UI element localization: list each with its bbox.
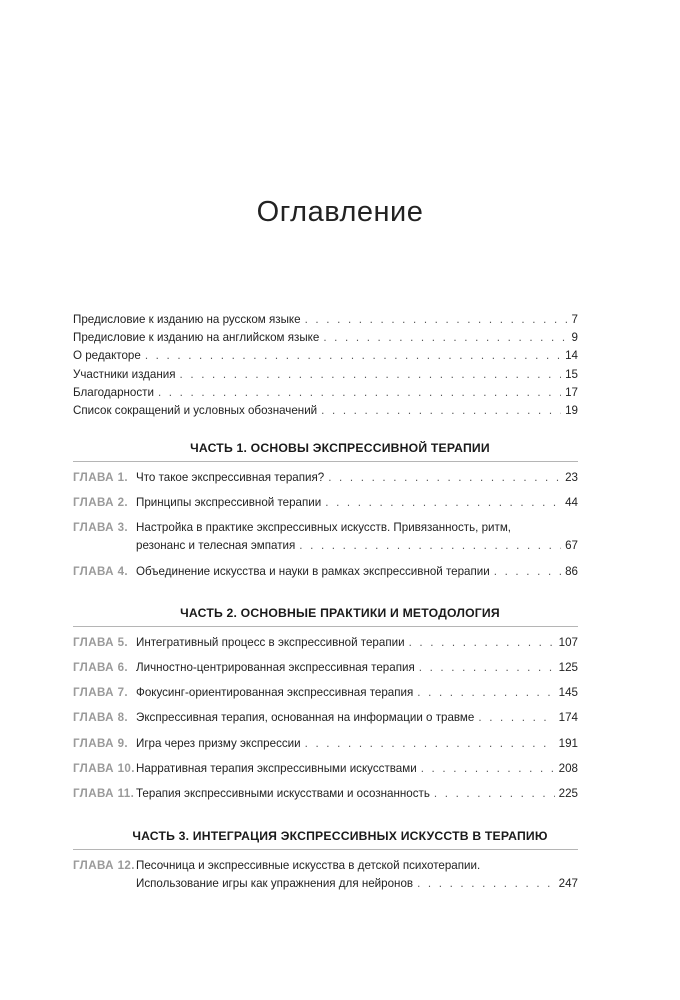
dot-leader xyxy=(328,469,561,487)
chapter-page: 86 xyxy=(565,565,578,578)
chapter-title: Интегративный процесс в экспрессивной терапии xyxy=(136,636,405,649)
chapter-label: ГЛАВА 9. xyxy=(73,737,129,750)
chapter-page: 67 xyxy=(565,539,578,553)
chapter-label: ГЛАВА 6. xyxy=(73,661,129,674)
entry-page: 9 xyxy=(571,331,578,345)
chapter-entry[interactable] xyxy=(73,519,578,555)
dot-leader xyxy=(299,537,561,555)
chapter-page: 107 xyxy=(558,636,578,649)
chapter-label: ГЛАВА 10. xyxy=(73,762,135,775)
chapter-title: Нарративная терапия экспрессивными искусствами xyxy=(136,762,417,775)
chapter-page: 191 xyxy=(558,737,578,750)
entry-page: 17 xyxy=(565,385,578,399)
chapter-label: ГЛАВА 2. xyxy=(73,496,129,509)
chapter-label: ГЛАВА 1. xyxy=(73,471,129,484)
chapter-entry[interactable] xyxy=(73,469,578,487)
page-title: Оглавление xyxy=(256,196,424,228)
part-heading: ЧАСТЬ 3. ИНТЕГРАЦИЯ ЭКСПРЕССИВНЫХ ИСКУССТВ В ТЕРАПИЮ xyxy=(132,829,548,843)
chapter-entry[interactable] xyxy=(73,684,578,702)
chapter-page: 23 xyxy=(565,471,578,484)
entry-page: 19 xyxy=(565,404,578,418)
toc-entry[interactable] xyxy=(73,329,578,347)
front-matter-list xyxy=(73,311,578,420)
chapter-title: Игра через призму экспрессии xyxy=(136,737,301,750)
chapter-entry[interactable] xyxy=(73,785,578,803)
chapter-title: Объединение искусства и науки в рамках экспрессивной терапии xyxy=(136,565,490,578)
entry-title: Список сокращений и условных обозначений xyxy=(73,404,318,418)
chapter-label: ГЛАВА 8. xyxy=(73,711,129,724)
dot-leader xyxy=(145,347,561,365)
dot-leader xyxy=(158,384,561,402)
dot-leader xyxy=(305,311,568,329)
chapter-title: резонанс и телесная эмпатия xyxy=(136,539,296,553)
dot-leader xyxy=(421,760,555,778)
chapter-entry[interactable] xyxy=(73,494,578,512)
chapter-label: ГЛАВА 11. xyxy=(73,787,135,800)
chapter-entry[interactable] xyxy=(73,659,578,677)
toc-entry[interactable] xyxy=(73,347,578,365)
chapter-title-line: Настройка в практике экспрессивных искусств. Привязанность, ритм, xyxy=(136,521,512,534)
toc-entry[interactable] xyxy=(73,384,578,402)
chapter-entry[interactable] xyxy=(73,735,578,753)
dot-leader xyxy=(434,785,555,803)
toc-entry[interactable] xyxy=(73,402,578,420)
dot-leader xyxy=(180,366,562,384)
dot-leader xyxy=(417,684,554,702)
chapter-page: 208 xyxy=(558,762,578,775)
part-divider xyxy=(73,849,578,850)
entry-title: Благодарности xyxy=(73,385,154,399)
chapter-label: ГЛАВА 12. xyxy=(73,859,135,872)
part-divider xyxy=(73,461,578,462)
chapter-title: Фокусинг-ориентированная экспрессивная терапия xyxy=(136,686,414,699)
toc-entry[interactable] xyxy=(73,311,578,329)
toc-entry[interactable] xyxy=(73,366,578,384)
dot-leader xyxy=(417,875,555,893)
dot-leader xyxy=(325,494,561,512)
part-heading: ЧАСТЬ 2. ОСНОВНЫЕ ПРАКТИКИ И МЕТОДОЛОГИЯ xyxy=(180,606,500,620)
chapter-label: ГЛАВА 3. xyxy=(73,521,129,534)
entry-title: Предисловие к изданию на английском языке xyxy=(73,331,320,345)
chapter-label: ГЛАВА 7. xyxy=(73,686,129,699)
entry-page: 15 xyxy=(565,367,578,381)
chapter-title: Личностно-центрированная экспрессивная терапия xyxy=(136,661,415,674)
entry-title: Предисловие к изданию на русском языке xyxy=(73,313,301,326)
entry-title: Участники издания xyxy=(73,367,176,381)
dot-leader xyxy=(494,563,561,581)
entry-title: О редакторе xyxy=(73,349,141,363)
part-heading: ЧАСТЬ 1. ОСНОВЫ ЭКСПРЕССИВНОЙ ТЕРАПИИ xyxy=(190,441,490,455)
dot-leader xyxy=(321,402,561,420)
dot-leader xyxy=(419,659,555,677)
chapter-page: 225 xyxy=(558,787,578,800)
dot-leader xyxy=(478,709,554,727)
chapter-title: Экспрессивная терапия, основанная на информации о травме xyxy=(136,711,475,724)
chapter-entry[interactable] xyxy=(73,709,578,727)
chapter-title: Терапия экспрессивными искусствами и осознанность xyxy=(136,787,430,800)
chapter-entry[interactable] xyxy=(73,634,578,652)
chapter-entry[interactable] xyxy=(73,760,578,778)
chapter-title: Принципы экспрессивной терапии xyxy=(136,496,322,509)
chapter-page: 145 xyxy=(558,686,578,699)
chapter-title: Использование игры как упражнения для нейронов xyxy=(136,877,414,891)
dot-leader xyxy=(409,634,555,652)
chapter-page: 125 xyxy=(558,661,578,674)
dot-leader xyxy=(305,735,555,753)
dot-leader xyxy=(323,329,567,347)
chapter-entry[interactable] xyxy=(73,857,578,893)
chapter-label: ГЛАВА 5. xyxy=(73,636,129,649)
entry-page: 7 xyxy=(571,313,578,326)
chapter-label: ГЛАВА 4. xyxy=(73,565,129,578)
chapter-page: 174 xyxy=(558,711,578,724)
chapter-page: 247 xyxy=(558,877,578,891)
entry-page: 14 xyxy=(565,349,578,363)
part-divider xyxy=(73,626,578,627)
chapter-entry[interactable] xyxy=(73,563,578,581)
chapter-title: Что такое экспрессивная терапия? xyxy=(136,471,325,484)
chapter-page: 44 xyxy=(565,496,578,509)
chapter-title-line: Песочница и экспрессивные искусства в детской психотерапии. xyxy=(136,859,481,872)
